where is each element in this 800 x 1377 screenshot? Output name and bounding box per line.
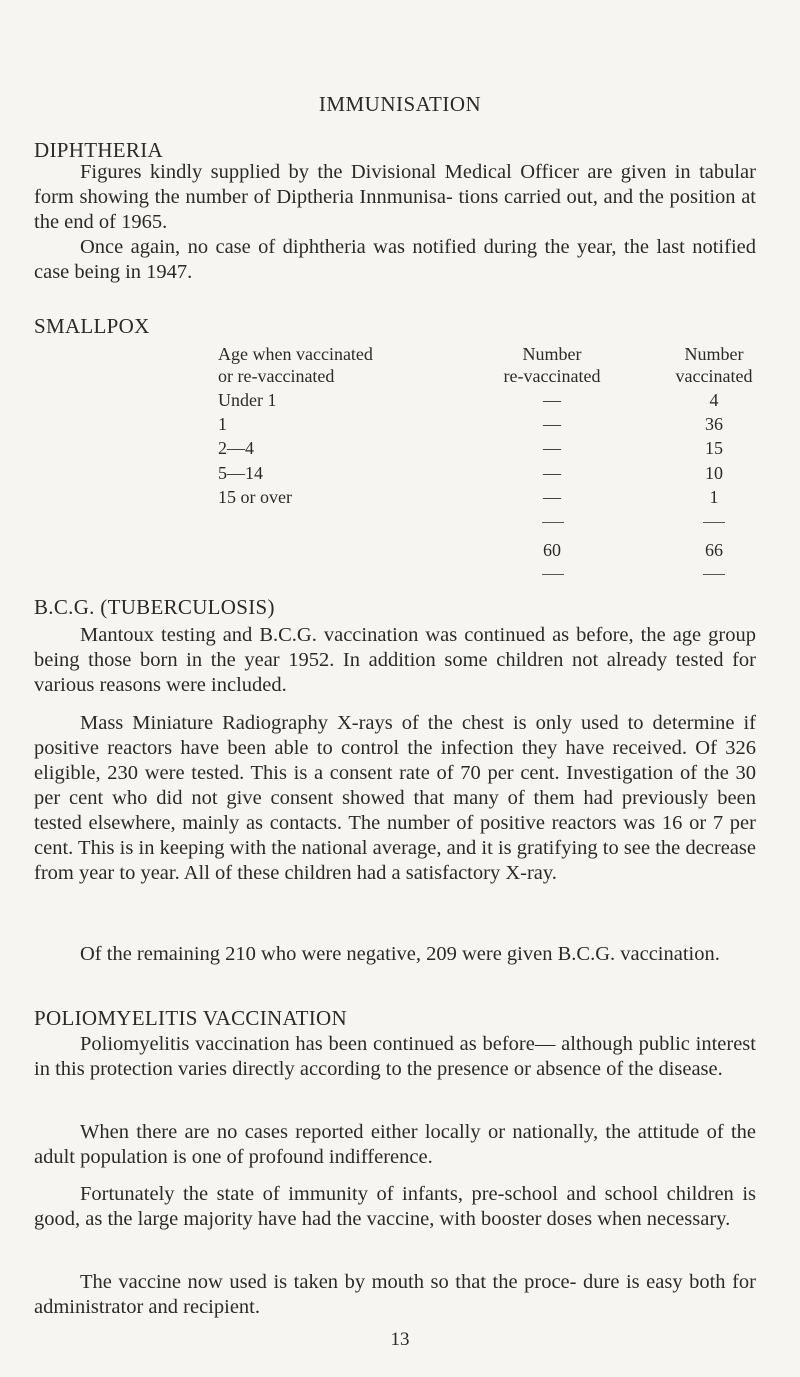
vaccinated-cell: 1	[709, 487, 719, 507]
age-cell: Under 1	[218, 390, 277, 410]
revaccinated-cell: —	[543, 438, 561, 458]
bcg-paragraph-1: Mantoux testing and B.C.G. vaccination was continued as before, the age group being those born in the year 1952. In addition some children not already tested for various reasons were included.	[34, 624, 756, 696]
total-rule-top	[703, 522, 725, 523]
bcg-paragraph-3: Of the remaining 210 who were negative, 209 were given B.C.G. vaccination.	[80, 943, 720, 965]
revaccinated-cell: —	[543, 390, 561, 410]
diphtheria-heading: DIPHTHERIA	[34, 138, 163, 162]
total-rule-bottom	[703, 574, 725, 575]
bcg-heading: B.C.G. (TUBERCULOSIS)	[34, 595, 275, 619]
age-cell: 5—14	[218, 463, 263, 483]
revaccinated-cell: —	[543, 487, 561, 507]
table-header-vaccinated: Number vaccinated	[675, 344, 753, 386]
age-cell: 2—4	[218, 438, 254, 458]
polio-paragraph-3: Fortunately the state of immunity of infants, pre-school and school children is good, as the large majority have had the vaccine, with booster doses when necessary.	[34, 1183, 756, 1230]
age-cell: 1	[218, 414, 227, 434]
table-header-revaccinated: Number re-vaccinated	[503, 344, 601, 386]
polio-paragraph-1: Poliomyelitis vaccination has been continued as before— although public interest in this protection varies directly according to the presence or absence of the disease.	[34, 1033, 756, 1080]
polio-heading: POLIOMYELITIS VACCINATION	[34, 1006, 347, 1030]
revaccinated-cell: —	[543, 463, 561, 483]
total-rule-top	[542, 522, 564, 523]
smallpox-heading: SMALLPOX	[34, 314, 150, 338]
polio-paragraph-2: When there are no cases reported either locally or nationally, the attitude of the adult population is one of profound indifference.	[34, 1121, 756, 1168]
vaccinated-cell: 36	[705, 414, 723, 434]
page-title: IMMUNISATION	[318, 92, 482, 116]
vaccinated-cell: 15	[705, 438, 723, 458]
age-cell: 15 or over	[218, 487, 292, 507]
polio-paragraph-4: The vaccine now used is taken by mouth so that the proce- dure is easy both for administrator and recipient.	[34, 1271, 756, 1318]
bcg-paragraph-2: Mass Miniature Radiography X-rays of the chest is only used to determine if positive reactors have been able to control the infection they have received. Of 326 eligible, 230 were tested. This is a consent rate of 70 per cent. Investigation of the 30 per cent who did not give consent showed that many of them had previously been tested elsewhere, mainly as contacts. The number of positive reactors was 16 or 7 per cent. This is in keeping with the national average, and it is gratifying to see the decrease from year to year. All of these children had a satisfactory X-ray.	[34, 712, 756, 884]
vaccinated-cell: 4	[709, 390, 719, 410]
total-vaccinated: 66	[705, 540, 723, 560]
diphtheria-paragraph-2: Once again, no case of diphtheria was notified during the year, the last notified case being in 1947.	[34, 236, 756, 283]
vaccinated-cell: 10	[705, 463, 723, 483]
total-rule-bottom	[542, 574, 564, 575]
diphtheria-paragraph-1: Figures kindly supplied by the Divisional Medical Officer are given in tabular form showing the number of Diptheria Innmunisa- tions carried out, and the position at the end of 1965.	[34, 161, 756, 233]
table-header-age: Age when vaccinated or re-vaccinated	[218, 344, 373, 386]
total-revaccinated: 60	[543, 540, 561, 560]
revaccinated-cell: —	[543, 414, 561, 434]
page-number: 13	[390, 1329, 410, 1350]
